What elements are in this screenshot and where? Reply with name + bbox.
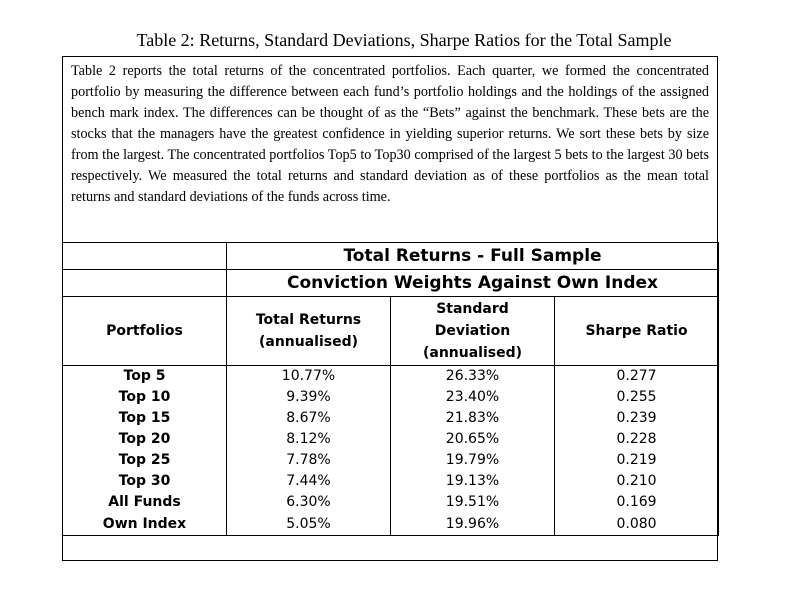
table-row — [63, 387, 719, 408]
total-return-cell: 7.44% — [227, 471, 391, 492]
std-dev-cell: 19.96% — [391, 513, 555, 536]
portfolio-cell: Top 30 — [63, 471, 227, 492]
table-row — [63, 492, 719, 513]
table-frame — [62, 56, 718, 561]
column-header-line: Total Returns — [255, 312, 362, 328]
column-header-total-returns — [227, 297, 391, 366]
table-row — [63, 429, 719, 450]
portfolio-cell: Top 25 — [63, 450, 227, 471]
empty-header-cell — [63, 270, 227, 297]
sharpe-cell: 0.080 — [555, 513, 719, 536]
std-dev-cell: 26.33% — [391, 366, 555, 388]
sharpe-cell: 0.219 — [555, 450, 719, 471]
portfolio-cell: Top 15 — [63, 408, 227, 429]
column-header-std-dev — [391, 297, 555, 366]
table-row — [63, 513, 719, 536]
sharpe-cell: 0.169 — [555, 492, 719, 513]
column-header-line: (annualised) — [422, 345, 523, 361]
total-return-cell: 8.12% — [227, 429, 391, 450]
table-body — [63, 366, 719, 536]
results-table — [62, 242, 719, 536]
table-row — [63, 408, 719, 429]
portfolio-cell: Own Index — [63, 513, 227, 536]
table-title: Total Returns - Full Sample — [227, 243, 719, 270]
portfolio-cell: Top 5 — [63, 366, 227, 388]
column-header-line: Deviation — [434, 323, 511, 339]
total-return-cell: 10.77% — [227, 366, 391, 388]
table-row — [63, 366, 719, 388]
std-dev-cell: 23.40% — [391, 387, 555, 408]
std-dev-cell: 21.83% — [391, 408, 555, 429]
total-return-cell: 7.78% — [227, 450, 391, 471]
table-caption: Table 2: Returns, Standard Deviations, Sharpe Ratios for the Total Sample — [136, 30, 672, 50]
table-row — [63, 471, 719, 492]
std-dev-cell: 19.79% — [391, 450, 555, 471]
column-header-line: (annualised) — [258, 334, 359, 350]
portfolio-cell: Top 20 — [63, 429, 227, 450]
total-return-cell: 5.05% — [227, 513, 391, 536]
table-subtitle: Conviction Weights Against Own Index — [227, 270, 719, 297]
column-header-portfolios — [63, 297, 227, 366]
sharpe-cell: 0.239 — [555, 408, 719, 429]
table-description: Table 2 reports the total returns of the concentrated portfolios. Each quarter, we formed the concentrated portfolio by measuring the difference between each fund’s portfolio holdings and the holdings of the assigned bench mark index. The differences can be thought of as the “Bets” against the benchmark. These bets are the stocks that the managers have the greatest confidence in yielding superior returns. We sort these bets by size from the largest. The concentrated portfolios Top5 to Top30 comprised of the largest 5 bets to the largest 30 bets respectively. We measured the total returns and standard deviation as of these portfolios as the mean total returns and standard deviations of the funds across time. — [71, 63, 709, 205]
sharpe-cell: 0.210 — [555, 471, 719, 492]
table-row — [63, 450, 719, 471]
column-header-label: Sharpe Ratio — [585, 323, 688, 339]
total-return-cell: 9.39% — [227, 387, 391, 408]
std-dev-cell: 20.65% — [391, 429, 555, 450]
total-return-cell: 8.67% — [227, 408, 391, 429]
std-dev-cell: 19.51% — [391, 492, 555, 513]
column-header-line: Standard — [436, 301, 509, 317]
sharpe-cell: 0.255 — [555, 387, 719, 408]
empty-header-cell — [63, 243, 227, 270]
sharpe-cell: 0.228 — [555, 429, 719, 450]
sharpe-cell: 0.277 — [555, 366, 719, 388]
portfolio-cell: All Funds — [63, 492, 227, 513]
total-return-cell: 6.30% — [227, 492, 391, 513]
portfolio-cell: Top 10 — [63, 387, 227, 408]
std-dev-cell: 19.13% — [391, 471, 555, 492]
column-header-label: Portfolios — [106, 323, 183, 339]
column-header-sharpe — [555, 297, 719, 366]
